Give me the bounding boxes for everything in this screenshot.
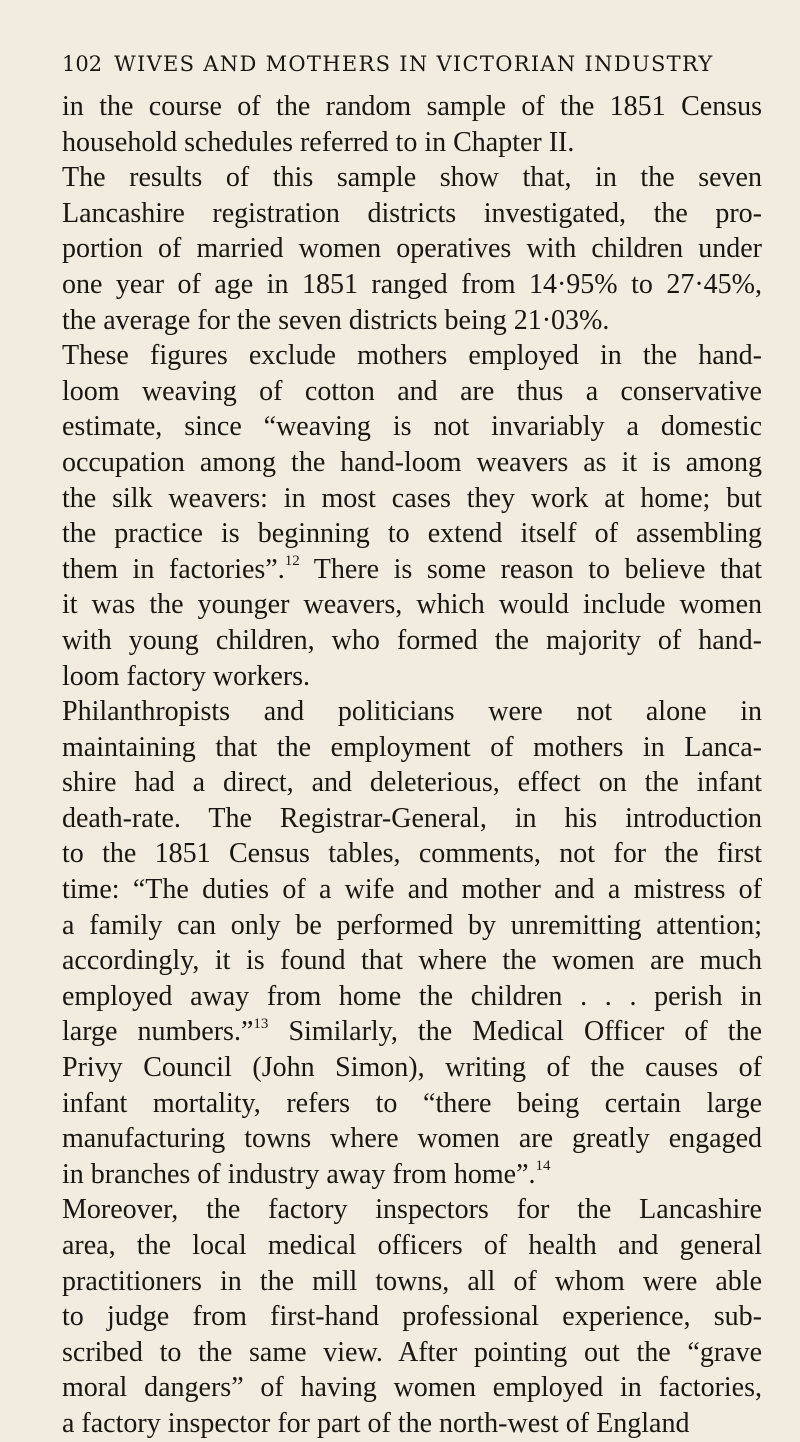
text-line — [62, 908, 762, 944]
text-line — [62, 1157, 762, 1193]
text-line — [62, 1335, 762, 1371]
text-line — [62, 587, 762, 623]
text-line — [62, 409, 762, 445]
line-text: Privy Council (John Simon), writing of the causes of — [62, 1052, 762, 1084]
footnote-marker: 13 — [253, 1016, 269, 1033]
text-line — [62, 125, 762, 161]
line-text: a factory inspector for part of the north-west of England — [62, 1407, 690, 1439]
line-text: area, the local medical officers of health and general — [62, 1230, 762, 1261]
body-text — [62, 89, 762, 1442]
line-text: with young children, who formed the majority of hand- — [62, 624, 762, 656]
line-text: manufacturing towns where women are greatly engaged — [62, 1123, 762, 1155]
line-text: them in factories”. — [62, 553, 285, 585]
line-text: death-rate. The Registrar-General, in his introduction — [62, 802, 762, 834]
line-text: the silk weavers: in most cases they work at home; but — [62, 482, 762, 514]
footnote-marker: 12 — [284, 553, 300, 570]
page-number: 102 — [62, 52, 103, 76]
footnote-marker: 14 — [535, 1158, 551, 1175]
text-line — [62, 1264, 762, 1300]
line-text: household schedules referred to in Chapter II. — [62, 126, 575, 158]
text-line — [62, 1406, 762, 1442]
text-line — [62, 694, 762, 730]
running-title: WIVES AND MOTHERS IN VICTORIAN INDUSTRY — [114, 52, 714, 76]
line-text-continued: There is some reason to believe that — [299, 553, 762, 585]
text-line — [62, 1370, 762, 1406]
line-text: to the 1851 Census tables, comments, not for the first — [62, 838, 762, 870]
text-line — [62, 659, 762, 695]
text-line — [62, 1050, 762, 1086]
line-text: infant mortality, refers to “there being certain large — [62, 1087, 762, 1119]
text-line — [62, 765, 762, 801]
text-line — [62, 552, 762, 588]
line-text: scribed to the same view. After pointing out the “grave — [62, 1336, 762, 1368]
line-text: portion of married women operatives with children under — [62, 233, 762, 265]
line-text: it was the younger weavers, which would include women — [62, 589, 762, 621]
text-line — [62, 1086, 762, 1122]
line-text: the average for the seven districts being 21·03%. — [62, 304, 610, 336]
text-line — [62, 231, 762, 267]
text-line — [62, 374, 762, 410]
line-text: shire had a direct, and deleterious, effect on the infant — [62, 767, 762, 799]
text-line — [62, 267, 762, 303]
line-text: practitioners in the mill towns, all of whom were able — [62, 1265, 762, 1297]
text-line — [62, 338, 762, 374]
line-text: occupation among the hand-loom weavers as it is among — [62, 446, 762, 478]
line-text: one year of age in 1851 ranged from 14·95% to 27·45%, — [62, 268, 762, 300]
line-text: the practice is beginning to extend itself of assembling — [62, 518, 762, 550]
line-text: maintaining that the employment of mothers in Lanca- — [62, 731, 762, 763]
line-text: Lancashire registration districts investigated, the pro- — [62, 197, 762, 229]
line-text: a family can only be performed by unremitting attention; — [62, 909, 762, 941]
line-text: time: “The duties of a wife and mother and a mistress of — [62, 874, 762, 906]
line-text: large numbers.” — [62, 1016, 254, 1048]
line-text: Moreover, the factory inspectors for the Lancashire — [62, 1194, 762, 1226]
text-line — [62, 872, 762, 908]
line-text: in branches of industry away from home”. — [62, 1158, 536, 1190]
line-text: The results of this sample show that, in the seven — [62, 162, 762, 194]
text-line — [62, 1299, 762, 1335]
line-text: moral dangers” of having women employed in factories, — [62, 1372, 762, 1404]
text-line — [62, 943, 762, 979]
text-line — [62, 1121, 762, 1157]
text-line — [62, 1228, 762, 1264]
text-line — [62, 89, 762, 125]
text-line — [62, 516, 762, 552]
text-line — [62, 979, 762, 1015]
line-text: loom weaving of cotton and are thus a conservative — [62, 375, 762, 407]
text-line — [62, 836, 762, 872]
text-line — [62, 303, 762, 339]
text-line — [62, 445, 762, 481]
line-text: to judge from first-hand professional experience, sub- — [62, 1301, 762, 1333]
running-head — [62, 52, 742, 82]
line-text: loom factory workers. — [62, 660, 311, 692]
line-text: Philanthropists and politicians were not alone in — [62, 696, 762, 728]
text-line — [62, 1014, 762, 1050]
line-text: accordingly, it is found that where the women are much — [62, 945, 762, 977]
line-text: estimate, since “weaving is not invariably a domestic — [62, 411, 762, 443]
text-line — [62, 730, 762, 766]
line-text: These figures exclude mothers employed in the hand- — [62, 340, 762, 372]
text-line — [62, 1192, 762, 1228]
text-line — [62, 801, 762, 837]
line-text: in the course of the random sample of the 1851 Census — [62, 91, 762, 122]
text-line — [62, 196, 762, 232]
line-text-continued: Similarly, the Medical Officer of the — [268, 1016, 763, 1048]
line-text: employed away from home the children . . . perish in — [62, 980, 762, 1012]
text-line — [62, 623, 762, 659]
text-line — [62, 160, 762, 196]
text-line — [62, 481, 762, 517]
